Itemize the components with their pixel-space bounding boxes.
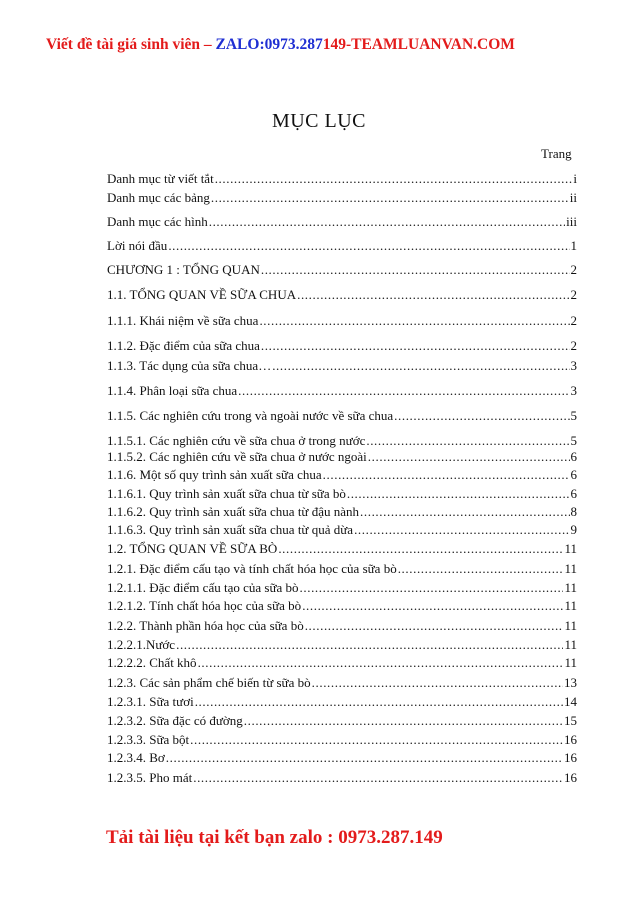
toc-entry[interactable] xyxy=(107,655,577,670)
toc-entry[interactable] xyxy=(107,770,577,785)
toc-entry-label: Danh mục các bảng xyxy=(107,190,210,205)
toc-entry-label: 1.2.1. Đặc điểm cấu tạo và tính chất hóa học của sữa bò xyxy=(107,561,397,576)
footer-banner: Tải tài liệu tại kết bạn zalo : 0973.287.149 xyxy=(106,827,443,848)
toc-entry-page: 3 xyxy=(570,383,577,398)
toc-entry[interactable] xyxy=(107,732,577,747)
toc-leader-dots xyxy=(215,171,573,186)
toc-entry-label: 1.2.3.4. Bơ xyxy=(107,750,165,765)
toc-entry-page: 3 xyxy=(570,358,577,373)
toc-entry-page: 6 xyxy=(570,449,577,464)
toc-entry-label: 1.2.3.2. Sữa đặc có đường xyxy=(107,713,243,728)
toc-entry-label: 1.2. TỔNG QUAN VỀ SỮA BÒ xyxy=(107,541,278,556)
toc-entry-page: 9 xyxy=(570,522,577,537)
toc-entry-page: 5 xyxy=(570,408,577,423)
toc-leader-dots xyxy=(278,541,563,556)
toc-entry-label: 1.1. TỔNG QUAN VỀ SỮA CHUA xyxy=(107,287,297,302)
toc-leader-dots xyxy=(261,262,570,277)
toc-leader-dots xyxy=(300,580,564,595)
toc-leader-dots xyxy=(366,433,569,448)
toc-entry-page: 14 xyxy=(564,694,577,709)
toc-entry[interactable] xyxy=(107,190,577,205)
toc-entry-label: 1.1.1. Khái niệm về sữa chua xyxy=(107,313,259,328)
toc-entry-label: 1.2.3. Các sản phẩm chế biến từ sữa bò xyxy=(107,675,311,690)
toc-entry-label: 1.1.3. Tác dụng của sữa chua… xyxy=(107,358,272,373)
toc-entry-page: 6 xyxy=(570,486,577,501)
toc-entry-label: 1.1.6.2. Quy trình sản xuất sữa chua từ đậu nành xyxy=(107,504,360,519)
toc-entry-page: 11 xyxy=(564,561,577,576)
toc-leader-dots xyxy=(211,190,569,205)
toc-entry[interactable] xyxy=(107,358,577,373)
toc-leader-dots xyxy=(312,675,563,690)
toc-entry-page: 16 xyxy=(564,732,577,747)
header-dash: - xyxy=(345,36,352,53)
toc-entry[interactable] xyxy=(107,598,577,613)
toc-entry-page: 11 xyxy=(564,637,577,652)
toc-entry-label: 1.1.5.1. Các nghiên cứu về sữa chua ở trong nước xyxy=(107,433,366,448)
toc-entry[interactable] xyxy=(107,262,577,277)
page-column-label: Trang xyxy=(541,146,572,161)
toc-entry-page: 16 xyxy=(564,750,577,765)
toc-leader-dots xyxy=(323,467,570,482)
toc-entry-page: 5 xyxy=(570,433,577,448)
toc-entry[interactable] xyxy=(107,713,577,728)
toc-entry-label: 1.2.3.3. Sữa bột xyxy=(107,732,190,747)
toc-leader-dots xyxy=(176,637,563,652)
toc-entry[interactable] xyxy=(107,287,577,302)
toc-entry-label: 1.2.1.2. Tính chất hóa học của sữa bò xyxy=(107,598,302,613)
toc-entry-page: 2 xyxy=(570,287,577,302)
toc-leader-dots xyxy=(168,238,569,253)
toc-entry[interactable] xyxy=(107,675,577,690)
toc-entry-label: 1.1.5.2. Các nghiên cứu về sữa chua ở nước ngoài xyxy=(107,449,367,464)
toc-leader-dots xyxy=(238,383,569,398)
toc-leader-dots xyxy=(354,522,569,537)
toc-entry[interactable] xyxy=(107,580,577,595)
toc-entry-page: iii xyxy=(566,214,577,229)
toc-entry[interactable] xyxy=(107,694,577,709)
toc-leader-dots xyxy=(244,713,563,728)
toc-entry-label: 1.2.2.2. Chất khô xyxy=(107,655,197,670)
toc-entry[interactable] xyxy=(107,486,577,501)
toc-entry-label: 1.1.2. Đặc điểm của sữa chua xyxy=(107,338,260,353)
toc-entry-label: Danh mục các hình xyxy=(107,214,208,229)
header-site: TEAMLUANVAN.COM xyxy=(351,36,515,53)
toc-entry-page: 16 xyxy=(564,770,577,785)
toc-entry[interactable] xyxy=(107,214,577,229)
toc-entry[interactable] xyxy=(107,313,577,328)
toc-entry-page: 2 xyxy=(570,338,577,353)
toc-entry-page: i xyxy=(573,171,577,186)
toc-entry-label: 1.1.4. Phân loại sữa chua xyxy=(107,383,238,398)
toc-entry[interactable] xyxy=(107,238,577,253)
toc-entry[interactable] xyxy=(107,171,577,186)
toc-entry[interactable] xyxy=(107,449,577,464)
toc-leader-dots xyxy=(394,408,569,423)
toc-entry-label: 1.1.6.3. Quy trình sản xuất sữa chua từ quả dừa xyxy=(107,522,354,537)
header-zalo-end: 149 xyxy=(322,36,346,53)
toc-entry-page: 11 xyxy=(564,541,577,556)
toc-leader-dots xyxy=(368,449,570,464)
toc-entry-page: 2 xyxy=(570,313,577,328)
toc-leader-dots xyxy=(297,287,569,302)
toc-entry-label: CHƯƠNG 1 : TỔNG QUAN xyxy=(107,262,260,277)
page-title: MỤC LỤC xyxy=(271,110,367,132)
toc-leader-dots xyxy=(193,770,563,785)
toc-entry[interactable] xyxy=(107,433,577,448)
header-text: Viết đề tài giá sinh viên – xyxy=(46,36,216,53)
toc-leader-dots xyxy=(261,338,570,353)
toc-entry-label: 1.2.2.1.Nước xyxy=(107,637,176,652)
toc-entry-page: 6 xyxy=(570,467,577,482)
toc-entry-label: 1.1.6. Một số quy trình sản xuất sữa chua xyxy=(107,467,322,482)
toc-leader-dots xyxy=(398,561,564,576)
toc-entry-page: 11 xyxy=(564,655,577,670)
toc-entry[interactable] xyxy=(107,522,577,537)
toc-leader-dots xyxy=(302,598,563,613)
toc-entry-page: 15 xyxy=(564,713,577,728)
toc-entry[interactable] xyxy=(107,467,577,482)
toc-entry-page: ii xyxy=(569,190,577,205)
toc-entry-page: 8 xyxy=(570,504,577,519)
toc-leader-dots xyxy=(198,655,564,670)
toc-entry[interactable] xyxy=(107,561,577,576)
toc-entry-page: 11 xyxy=(564,598,577,613)
toc-leader-dots xyxy=(305,618,564,633)
toc-leader-dots xyxy=(166,750,563,765)
header-banner xyxy=(46,36,606,54)
toc-leader-dots xyxy=(209,214,565,229)
toc-entry[interactable] xyxy=(107,637,577,652)
toc-entry[interactable] xyxy=(107,504,577,519)
toc-entry-label: 1.1.5. Các nghiên cứu trong và ngoài nước về sữa chua xyxy=(107,408,394,423)
toc-entry-label: 1.2.1.1. Đặc điểm cấu tạo của sữa bò xyxy=(107,580,299,595)
toc-entry-page: 11 xyxy=(564,618,577,633)
toc-entry-page: 13 xyxy=(564,675,577,690)
toc-entry-label: 1.2.3.1. Sữa tươi xyxy=(107,694,194,709)
toc-leader-dots xyxy=(360,504,569,519)
toc-leader-dots xyxy=(259,313,569,328)
toc-leader-dots xyxy=(272,358,569,373)
toc-leader-dots xyxy=(190,732,563,747)
header-zalo: ZALO:0973.287 xyxy=(215,36,323,53)
toc-entry[interactable] xyxy=(107,750,577,765)
toc-leader-dots xyxy=(195,694,563,709)
toc-entry-page: 11 xyxy=(564,580,577,595)
toc-entry-label: Lời nói đầu xyxy=(107,238,168,253)
toc-entry-label: 1.2.2. Thành phần hóa học của sữa bò xyxy=(107,618,304,633)
toc-entry-page: 1 xyxy=(570,238,577,253)
toc-entry-label: 1.1.6.1. Quy trình sản xuất sữa chua từ sữa bò xyxy=(107,486,346,501)
toc-entry-label: Danh mục từ viết tắt xyxy=(107,171,214,186)
toc-entry[interactable] xyxy=(107,338,577,353)
toc-entry-page: 2 xyxy=(570,262,577,277)
toc-entry[interactable] xyxy=(107,541,577,556)
toc-leader-dots xyxy=(347,486,570,501)
toc-entry[interactable] xyxy=(107,618,577,633)
toc-entry-label: 1.2.3.5. Pho mát xyxy=(107,770,193,785)
toc-entry[interactable] xyxy=(107,408,577,423)
toc-entry[interactable] xyxy=(107,383,577,398)
